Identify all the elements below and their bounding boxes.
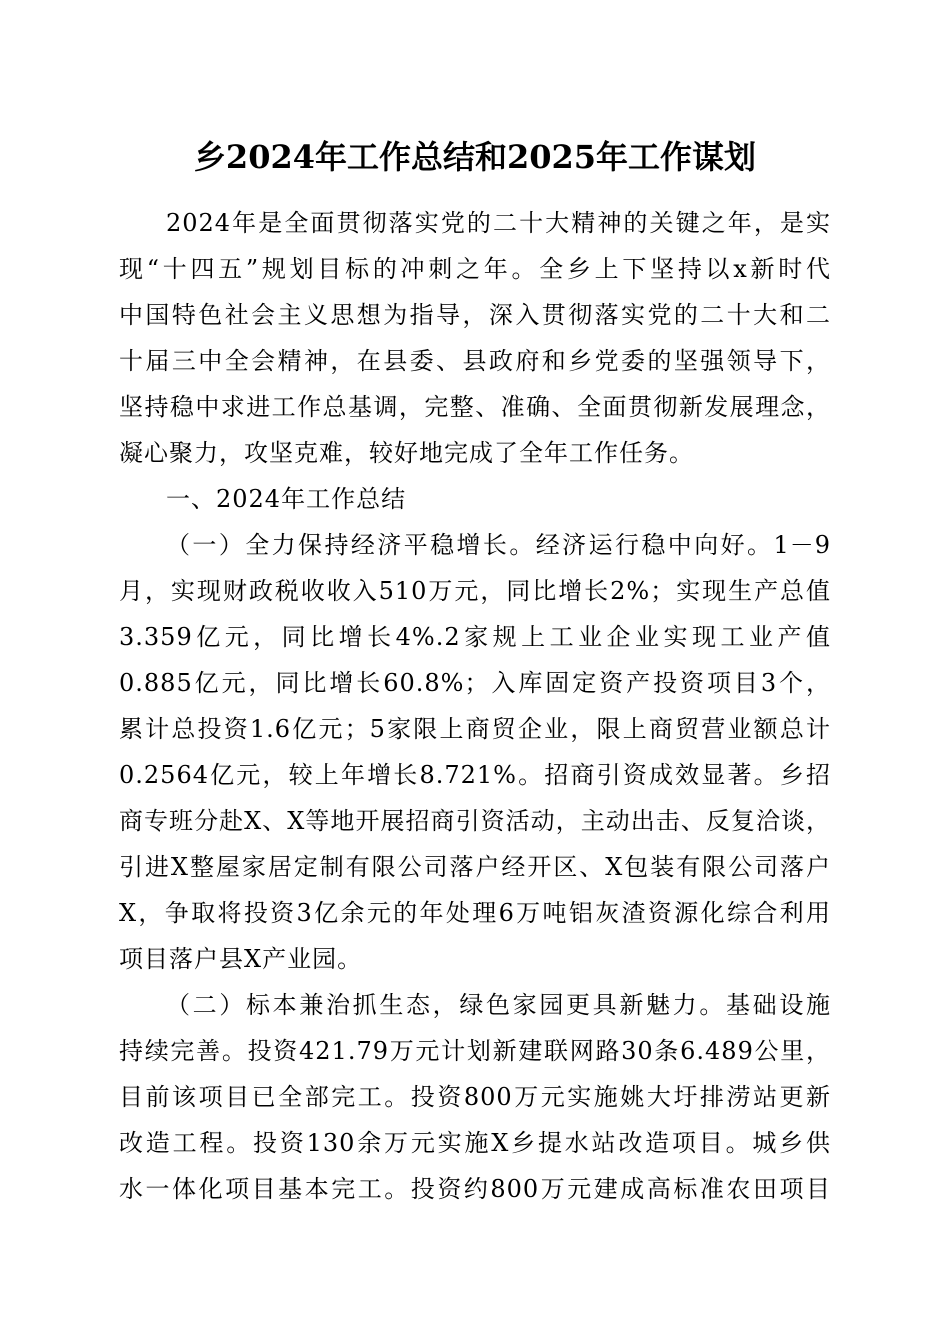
paragraph-line: 累计总投资1.6亿元；5家限上商贸企业，限上商贸营业额总计 xyxy=(119,715,831,743)
paragraph-line: 持续完善。投资421.79万元计划新建联网路30条6.489公里， xyxy=(119,1037,831,1065)
paragraph-line: 中国特色社会主义思想为指导，深入贯彻落实党的二十大和二 xyxy=(119,301,831,329)
paragraph-line: 目前该项目已全部完工。投资800万元实施姚大圩排涝站更新 xyxy=(119,1083,831,1111)
paragraph-line: X，争取将投资3亿余元的年处理6万吨铝灰渣资源化综合利用 xyxy=(119,899,831,927)
paragraph-line: 坚持稳中求进工作总基调，完整、准确、全面贯彻新发展理念， xyxy=(119,393,831,421)
paragraph-line: 改造工程。投资130余万元实施X乡提水站改造项目。城乡供 xyxy=(119,1129,831,1157)
section-heading: 一、2024年工作总结 xyxy=(166,485,407,513)
paragraph-line: 十届三中全会精神，在县委、县政府和乡党委的坚强领导下， xyxy=(119,347,831,375)
paragraph-line: 水一体化项目基本完工。投资约800万元建成高标准农田项目 xyxy=(119,1175,831,1203)
paragraph-line: 0.885亿元，同比增长60.8%；入库固定资产投资项目3个， xyxy=(119,669,831,697)
paragraph-line: （一）全力保持经济平稳增长。经济运行稳中向好。1－9 xyxy=(166,531,831,559)
paragraph-line: 商专班分赴X、X等地开展招商引资活动，主动出击、反复洽谈， xyxy=(119,807,831,835)
paragraph-line: 引进X整屋家居定制有限公司落户经开区、X包装有限公司落户 xyxy=(119,853,831,881)
document-title: 乡2024年工作总结和2025年工作谋划 xyxy=(193,138,757,176)
paragraph-line: 3.359亿元，同比增长4%.2家规上工业企业实现工业产值 xyxy=(119,623,831,651)
paragraph-line: 凝心聚力，攻坚克难，较好地完成了全年工作任务。 xyxy=(119,439,694,467)
paragraph-line: 0.2564亿元，较上年增长8.721%。招商引资成效显著。乡招 xyxy=(119,761,831,789)
paragraph-line: （二）标本兼治抓生态，绿色家园更具新魅力。基础设施 xyxy=(166,991,831,1019)
paragraph-line: 现“十四五”规划目标的冲刺之年。全乡上下坚持以x新时代 xyxy=(119,255,831,283)
paragraph-line: 项目落户县X产业园。 xyxy=(119,945,363,973)
paragraph-line: 2024年是全面贯彻落实党的二十大精神的关键之年，是实 xyxy=(166,209,831,237)
paragraph-line: 月，实现财政税收收入510万元，同比增长2%；实现生产总值 xyxy=(119,577,831,605)
